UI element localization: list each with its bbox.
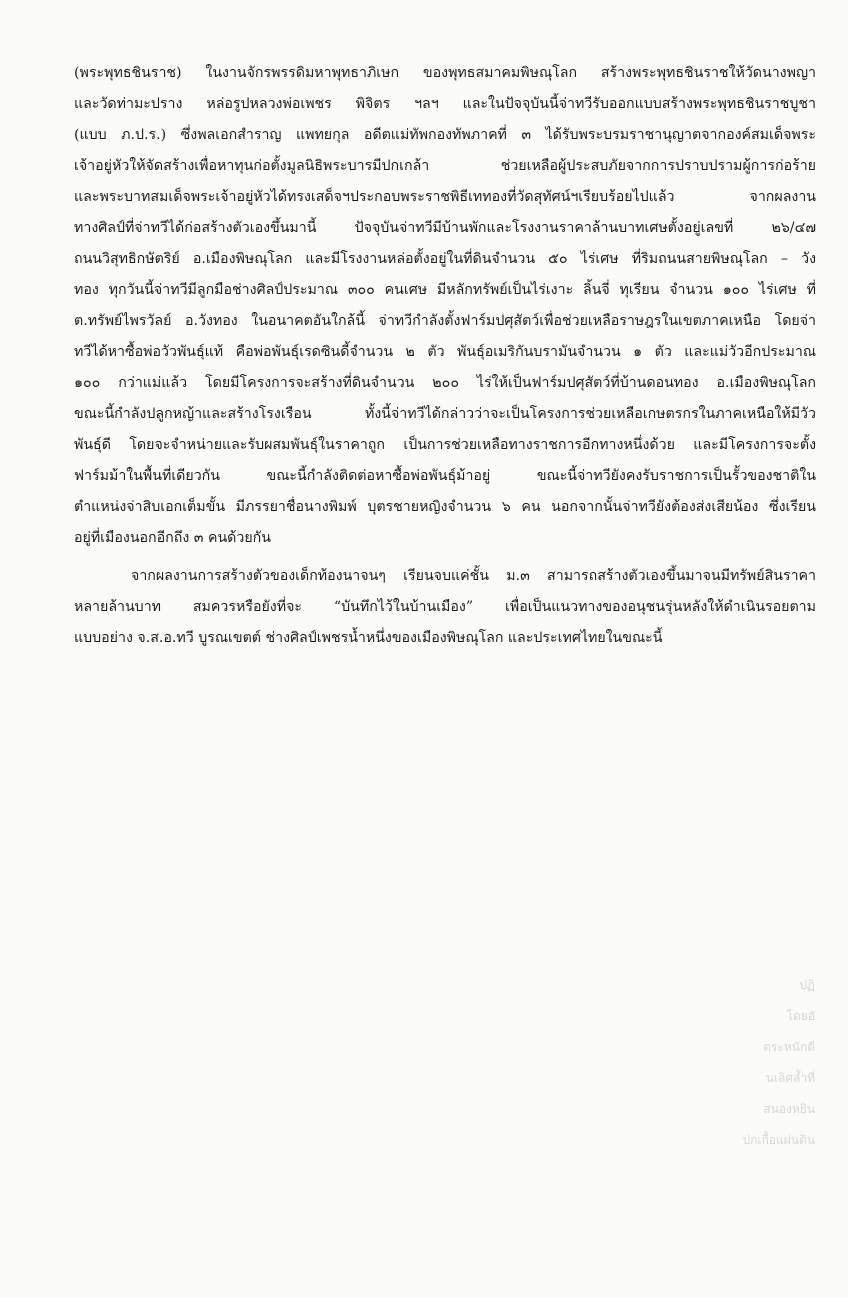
bleed-through-line: ตระหนักดี xyxy=(763,1040,815,1054)
paragraph-2 xyxy=(74,561,816,654)
paragraph-1 xyxy=(74,58,816,554)
paragraph-1-line: ต.ทรัพย์ไพรวัลย์ อ.วังทอง ในอนาคตอันใกล้นี้ จ่าทวีกำลังตั้งฟาร์มปศุสัตว์เพื่อช่วยเหลือราษฎรในเขตภาคเหนือ โดยจ่า xyxy=(74,313,816,329)
body-text xyxy=(74,58,816,654)
paragraph-1-line: เจ้าอยู่หัวให้จัดสร้างเพื่อหาทุนก่อตั้งมูลนิธิพระบารมีปกเกล้า ช่วยเหลือผู้ประสบภัยจากการปราบปรามผู้การก่อร้าย xyxy=(74,158,816,174)
paragraph-1-line: ฟาร์มม้าในพื้นที่เดียวกัน ขณะนี้กำลังติดต่อหาซื้อพ่อพันธุ์ม้าอยู่ ขณะนี้จ่าทวียังคงรับราชการเป็นรั้วของชาติใน xyxy=(74,468,816,484)
bleed-through-line: ปฏิ xyxy=(799,978,815,992)
paragraph-1-line: พันธุ์ดี โดยจะจำหน่ายและรับผสมพันธุ์ในราคาถูก เป็นการช่วยเหลือทางราชการอีกทางหนึ่งด้วย และมีโครงการจะตั้ง xyxy=(74,437,816,453)
paragraph-1-line: ทอง ทุกวันนี้จ่าทวีมีลูกมือช่างศิลป์ประมาณ ๓๐๐ คนเศษ มีหลักทรัพย์เป็นไร่เงาะ ลิ้นจี่ ทุเรียน จำนวน ๑๐๐ ไร่เศษ ที่ xyxy=(74,282,816,298)
paragraph-1-line: ถนนวิสุทธิกษัตริย์ อ.เมืองพิษณุโลก และมีโรงงานหล่อตั้งอยู่ในที่ดินจำนวน ๕๐ ไร่เศษ ที่ริมถนนสายพิษณุโลก – วัง xyxy=(74,251,816,267)
paragraph-1-line: (พระพุทธชินราช) ในงานจักรพรรดิมหาพุทธาภิเษก ของพุทธสมาคมพิษณุโลก สร้างพระพุทธชินราชให้วัดนางพญา xyxy=(74,65,816,81)
paragraph-1-line: ทวีได้หาซื้อพ่อวัวพันธุ์แท้ คือพ่อพันธุ์เรดซินดี้จำนวน ๒ ตัว พันธุ์อเมริกันบรามันจำนวน ๑ ตัว และแม่วัวอีกประมาณ xyxy=(74,344,816,360)
bleed-through-line: สนองหยิน xyxy=(763,1102,815,1116)
paragraph-1-line: (แบบ ภ.ป.ร.) ซึ่งพลเอกสำราญ แพทยกุล อดีตแม่ทัพกองทัพภาคที่ ๓ ได้รับพระบรมราชานุญาตจากองค์สมเด็จพระ xyxy=(74,127,816,143)
paragraph-1-line: ตำแหน่งจ่าสิบเอกเต็มขั้น มีภรรยาชื่อนางพิมพ์ บุตรชายหญิงจำนวน ๖ คน นอกจากนั้นจ่าทวียังต้องส่งเสียน้อง ซึ่งเรียน xyxy=(74,499,816,515)
paragraph-1-line: ขณะนี้กำลังปลูกหญ้าและสร้างโรงเรือน ทั้งนี้จ่าทวีได้กล่าวว่าจะเป็นโครงการช่วยเหลือเกษตรกรในภาคเหนือให้มีวัว xyxy=(74,406,816,422)
paragraph-1-line: อยู่ที่เมืองนอกอีกถึง ๓ คนด้วยกัน xyxy=(74,530,271,546)
bleed-through-line: นเลิศล้ำที่ xyxy=(765,1071,815,1085)
paragraph-1-line: ๑๐๐ กว่าแม่แล้ว โดยมีโครงการจะสร้างที่ดินจำนวน ๒๐๐ ไร่ให้เป็นฟาร์มปศุสัตว์ที่บ้านดอนทอง อ.เมืองพิษณุโลก xyxy=(74,375,816,391)
paragraph-gap xyxy=(74,554,816,561)
paragraph-1-line: ทางศิลป์ที่จ่าทวีได้ก่อสร้างตัวเองขึ้นมานี้ ปัจจุบันจ่าทวีมีบ้านพักและโรงงานราคาล้านบาทเศษตั้งอยู่เลขที่ ๒๖/๔๗ xyxy=(74,220,816,236)
paragraph-2-line: หลายล้านบาท สมควรหรือยังที่จะ “บันทึกไว้ในบ้านเมือง” เพื่อเป็นแนวทางของอนุชนรุ่นหลังให้ดำเนินรอยตาม xyxy=(74,599,816,615)
bleed-through-line: โดยอั xyxy=(786,1009,815,1023)
paragraph-1-line: และวัดท่ามะปราง หล่อรูปหลวงพ่อเพชร พิจิตร ฯลฯ และในปัจจุบันนี้จ่าทวีรับออกแบบสร้างพระพุทธชินราชบูชา xyxy=(74,96,816,112)
paragraph-2-line: แบบอย่าง จ.ส.อ.ทวี บูรณเขตต์ ช่างศิลป์เพชรน้ำหนึ่งของเมืองพิษณุโลก และประเทศไทยในขณะนี้ xyxy=(74,630,663,646)
paragraph-2-line: จากผลงานการสร้างตัวของเด็กท้องนาจนๆ เรียนจบแค่ชั้น ม.๓ สามารถสร้างตัวเองขึ้นมาจนมีทรัพย์สินราคา xyxy=(131,568,816,584)
bleed-through-line: ปกเกื้อแผ่นดิน xyxy=(742,1133,815,1147)
paragraph-1-line: และพระบาทสมเด็จพระเจ้าอยู่หัวได้ทรงเสด็จฯประกอบพระราชพิธีเททองที่วัดสุทัศน์ฯเรียบร้อยไปแล้ว จากผลงาน xyxy=(74,189,816,205)
bleed-through-text xyxy=(705,970,815,1156)
